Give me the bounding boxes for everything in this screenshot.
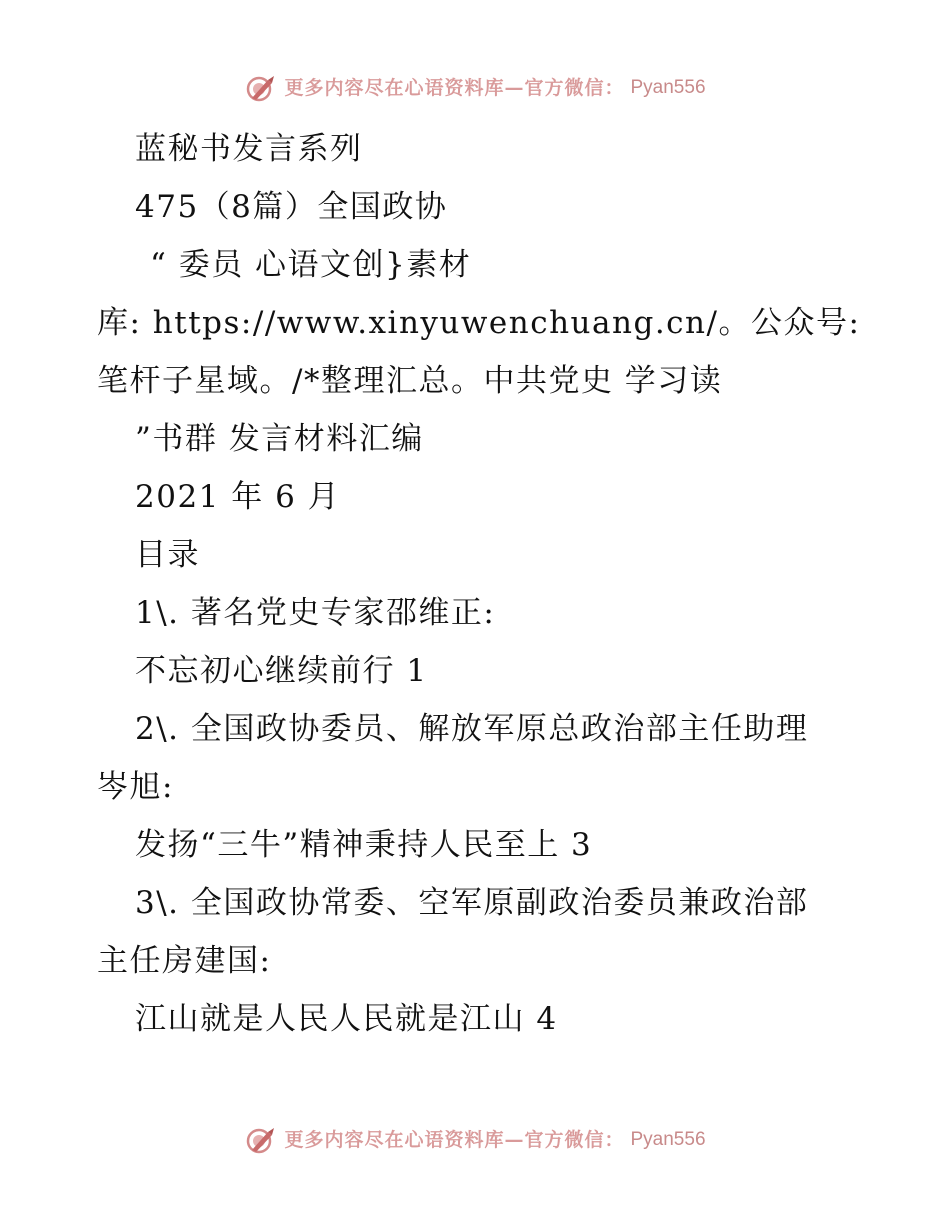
toc-entry-title: 发扬“三牛”精神秉持人民至上 3 bbox=[135, 827, 593, 863]
watermark-text: 更多内容尽在心语资料库—官方微信： bbox=[284, 1129, 625, 1151]
watermark-text: 更多内容尽在心语资料库—官方微信： bbox=[284, 77, 625, 99]
doc-line: ”书群 发言材料汇编 bbox=[135, 421, 424, 457]
toc-entry-cont: 主任房建国: bbox=[97, 943, 272, 979]
toc-entry-cont: 岑旭: bbox=[97, 769, 174, 805]
doc-line: 笔杆子星域。/*整理汇总。中共党史 学习读 bbox=[97, 363, 723, 399]
header-watermark bbox=[0, 74, 950, 102]
footer-watermark bbox=[0, 1126, 950, 1154]
toc-entry: 3\. 全国政协常委、空军原副政治委员兼政治部 bbox=[135, 885, 809, 921]
toc-entry-title: 不忘初心继续前行 1 bbox=[135, 653, 428, 689]
doc-line: 库: https://www.xinyuwenchuang.cn/。公众号: bbox=[97, 305, 861, 341]
toc-entry-title: 江山就是人民人民就是江山 4 bbox=[135, 1001, 558, 1037]
pen-logo-icon bbox=[244, 74, 278, 102]
toc-entry: 2\. 全国政协委员、解放军原总政治部主任助理 bbox=[135, 711, 809, 747]
doc-date: 2021 年 6 月 bbox=[135, 479, 341, 515]
doc-line: “ 委员 心语文创}素材 bbox=[150, 247, 472, 283]
doc-subtitle: 475（8篇）全国政协 bbox=[135, 189, 448, 225]
watermark-handle: Pyan556 bbox=[630, 1129, 706, 1150]
watermark-handle: Pyan556 bbox=[630, 77, 706, 98]
doc-title: 蓝秘书发言系列 bbox=[135, 131, 363, 167]
pen-logo-icon bbox=[244, 1126, 278, 1154]
toc-entry: 1\. 著名党史专家邵维正: bbox=[135, 595, 496, 631]
toc-heading: 目录 bbox=[135, 537, 200, 573]
